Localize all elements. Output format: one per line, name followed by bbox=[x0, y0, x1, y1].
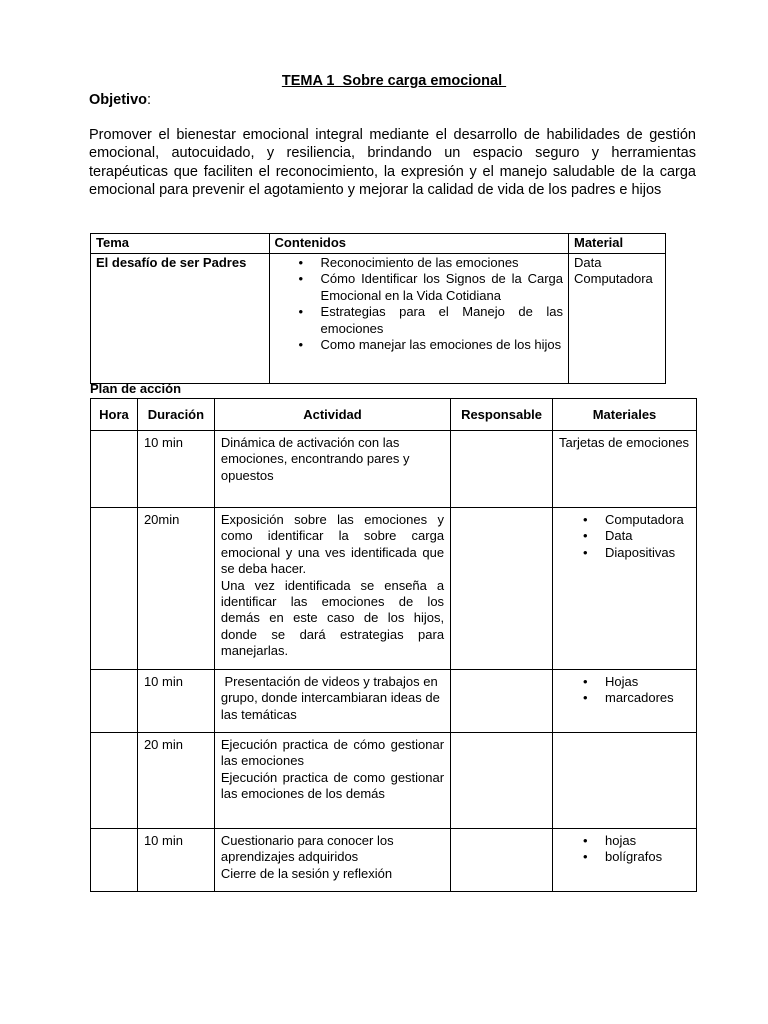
materiales-cell bbox=[552, 733, 696, 829]
actividad-text: Dinámica de activación con las emociones, encontrando pares y opuestos bbox=[220, 435, 410, 483]
tema-table-header-row bbox=[91, 234, 666, 254]
materiales-list bbox=[559, 674, 690, 707]
responsable-cell bbox=[451, 431, 553, 508]
responsable-cell bbox=[451, 733, 553, 829]
actividad-text: Ejecución practica de como gestionar las emociones de los demás bbox=[220, 769, 445, 802]
duracion-cell: 20min bbox=[137, 508, 214, 670]
plan-table bbox=[90, 398, 697, 892]
header-materiales: Materiales bbox=[552, 399, 696, 431]
objective-label: Objetivo bbox=[89, 92, 148, 108]
header-responsable: Responsable bbox=[451, 399, 553, 431]
material-item: Computadora bbox=[574, 271, 653, 287]
header-material: Material bbox=[569, 234, 666, 254]
actividad-cell bbox=[214, 733, 450, 829]
list-item: • marcadores bbox=[605, 690, 690, 706]
actividad-text: Presentación de videos y trabajos en grupo, donde intercambiaran ideas de las temáticas bbox=[220, 674, 444, 722]
actividad-text: Cuestionario para conocer los aprendizajes adquiridos bbox=[220, 833, 394, 865]
hora-cell bbox=[91, 733, 138, 829]
table-row bbox=[91, 508, 697, 670]
plan-label: Plan de acción bbox=[90, 381, 182, 396]
responsable-cell bbox=[451, 670, 553, 733]
materiales-list bbox=[559, 512, 690, 561]
actividad-cell bbox=[214, 508, 450, 670]
list-item: • Reconocimiento de las emociones bbox=[321, 255, 563, 271]
duracion-cell: 10 min bbox=[137, 829, 214, 892]
table-row bbox=[91, 733, 697, 829]
tema-table-row bbox=[91, 254, 666, 384]
duracion-cell: 10 min bbox=[137, 431, 214, 508]
table-row bbox=[91, 829, 697, 892]
actividad-text: Exposición sobre las emociones y como identificar la sobre carga emocional y una ves identificada que se deba hacer. bbox=[220, 512, 445, 577]
contenidos-cell bbox=[269, 254, 568, 384]
list-item: • Como manejar las emociones de los hijos bbox=[321, 337, 563, 353]
duracion-cell: 10 min bbox=[137, 670, 214, 733]
hora-cell bbox=[91, 829, 138, 892]
materiales-cell bbox=[552, 670, 696, 733]
actividad-cell bbox=[214, 829, 450, 892]
objective-heading bbox=[89, 92, 151, 108]
actividad-text: Ejecución practica de cómo gestionar las emociones bbox=[220, 737, 445, 769]
materiales-list bbox=[559, 833, 690, 866]
table-row bbox=[91, 670, 697, 733]
plan-table-header-row bbox=[91, 399, 697, 431]
materiales-cell bbox=[552, 431, 696, 508]
list-item: • Data bbox=[605, 528, 690, 544]
objective-colon: : bbox=[147, 92, 152, 108]
hora-cell bbox=[91, 508, 138, 670]
list-item: • Estrategias para el Manejo de las emociones bbox=[321, 304, 563, 337]
duracion-cell: 20 min bbox=[137, 733, 214, 829]
contenidos-list bbox=[275, 255, 563, 353]
tema-table bbox=[90, 233, 666, 384]
list-item: • Computadora bbox=[605, 512, 690, 528]
responsable-cell bbox=[451, 829, 553, 892]
material-item: Data bbox=[574, 255, 602, 270]
tema-cell: El desafío de ser Padres bbox=[91, 254, 270, 384]
list-item: • Diapositivas bbox=[605, 545, 690, 561]
header-contenidos: Contenidos bbox=[269, 234, 568, 254]
header-tema: Tema bbox=[91, 234, 270, 254]
list-item: • Hojas bbox=[605, 674, 690, 690]
document-title: TEMA 1 Sobre carga emocional bbox=[281, 73, 507, 89]
objective-paragraph: Promover el bienestar emocional integral mediante el desarrollo de habilidades de gestión emocional, autocuidado, y resiliencia, brindando un espacio seguro y herramientas terapéuticas que faciliten el reconocimiento, la expresión y el manejo saludable de la carga emocional para prevenir el agotamiento y mejorar la calidad de vida de los padres e hijos bbox=[89, 127, 696, 198]
header-actividad: Actividad bbox=[214, 399, 450, 431]
responsable-cell bbox=[451, 508, 553, 670]
actividad-cell bbox=[214, 431, 450, 508]
material-cell bbox=[569, 254, 666, 384]
table-row bbox=[91, 431, 697, 508]
hora-cell bbox=[91, 670, 138, 733]
actividad-cell bbox=[214, 670, 450, 733]
list-item: • hojas bbox=[605, 833, 690, 849]
actividad-text: Cierre de la sesión y reflexión bbox=[220, 865, 393, 881]
header-hora: Hora bbox=[91, 399, 138, 431]
list-item: • bolígrafos bbox=[605, 849, 690, 865]
materiales-cell bbox=[552, 829, 696, 892]
hora-cell bbox=[91, 431, 138, 508]
list-item: • Cómo Identificar los Signos de la Carga Emocional en la Vida Cotidiana bbox=[321, 271, 563, 304]
header-duracion: Duración bbox=[137, 399, 214, 431]
materiales-text: Tarjetas de emociones bbox=[558, 435, 690, 450]
materiales-cell bbox=[552, 508, 696, 670]
actividad-text: Una vez identificada se enseña a identificar las emociones de los demás en este caso de los hijos, donde se dará estrategias para manejarlas. bbox=[220, 577, 445, 659]
